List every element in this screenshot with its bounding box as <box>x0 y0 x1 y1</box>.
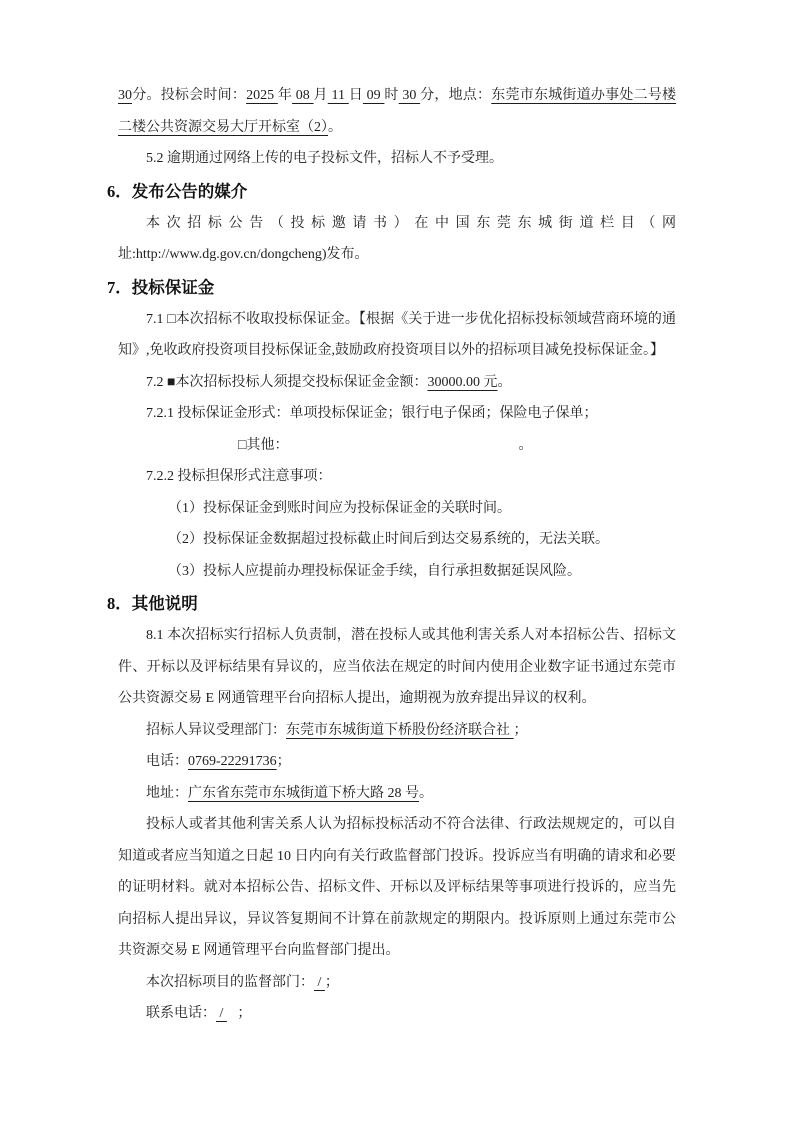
text-run: 8.1 本次招标实行招标人负责制，潜在投标人或其他利害关系人对本招标公告、招标文件、开标以及评标结果有异议的，应当依法在规定的时间内使用企业数字证书通过东莞市公共资源交易 E 网通管理平台向招标人提出，逾期视为放弃提出异议的权利。 <box>118 628 676 706</box>
checkbox-checked-icon: ■ <box>167 374 176 390</box>
paragraph-bond-7-2-2 <box>118 461 676 493</box>
paragraph-objection-address <box>118 778 676 810</box>
text-run: 。 <box>328 119 342 135</box>
paragraph-bond-note-2 <box>118 524 676 556</box>
text-run: ； <box>513 722 528 738</box>
text-run: 年 <box>277 88 293 103</box>
text-run: 本次招标不收取投标保证金。【根据《关于进一步优化招标投标领域营商环境的通知》,免收政府投资项目投标保证金,鼓励政府投资项目以外的招标项目减免投标保证金。】 <box>118 311 677 358</box>
text-run: 东莞市东城街道下桥股份经济联合社 <box>286 722 514 738</box>
text-run: 7.1 <box>146 311 168 327</box>
section-heading-8-other: 8．其他说明 <box>107 594 198 613</box>
text-run: （1）投标保证金到账时间应为投标保证金的关联时间。 <box>168 500 511 516</box>
text-run: 30 <box>398 88 421 103</box>
text-run: 广东省东莞市东城街道下桥大路 28 号 <box>188 785 419 801</box>
paragraph-supervising-phone <box>118 998 676 1030</box>
text-run: 址:http://www.dg.gov.cn/dongcheng)发布。 <box>118 247 369 262</box>
section-heading-6-media: 6．发布公告的媒介 <box>107 181 248 201</box>
paragraph-objection-phone <box>118 746 676 778</box>
text-run: 其他： <box>246 437 289 453</box>
text-run: ； <box>276 754 291 769</box>
text-run: 联系电话： <box>146 1006 216 1021</box>
text-run: 投标人或者其他利害关系人认为招标投标活动不符合法律、行政法规规定的，可以自知道或者应当知道之日起 10 日内向有关行政监督部门投诉。投诉应当有明确的请求和必要的证明材料。就对本招标公告、招标文件、开标以及评标结果等事项进行投诉的，应当先向招标人提出异议，异议答复期间不计算在前款规定的期限内。投诉原则上通过东莞市公共资源交易 E 网通管理平台向监督部门提出。 <box>118 817 676 958</box>
text-run: 30 <box>118 88 132 103</box>
text-run: 。 <box>419 785 433 801</box>
text-run: 09 <box>362 88 385 103</box>
text-run: 时 <box>384 88 399 103</box>
paragraph-bond-7-2-1 <box>118 398 676 430</box>
text-run: 7.2.1 投标保证金形式：单项投标保证金；银行电子保函；保险电子保单； <box>146 406 598 421</box>
paragraph-supervising-department <box>118 967 676 999</box>
blank-fill-space <box>288 448 518 449</box>
text-run: ； <box>324 974 339 990</box>
text-run: 。 <box>497 374 512 390</box>
text-run: 7.2.2 投标担保形式注意事项： <box>146 469 332 484</box>
text-run: 0769-22291736 <box>188 754 277 769</box>
text-run: 08 <box>292 88 314 103</box>
text-run: 11 <box>327 88 349 103</box>
paragraph-other-8-1 <box>118 620 676 715</box>
text-run: 电话： <box>146 754 188 769</box>
text-run: / <box>216 1006 227 1021</box>
paragraph-bond-7-1 <box>118 304 676 367</box>
checkbox-unchecked-icon: □ <box>167 311 176 327</box>
text-run: 东莞市东城街道办事处二号楼二楼公共资源交易大厅开标室（2） <box>118 88 677 135</box>
text-run: 月 <box>313 88 328 103</box>
text-run: 7.2 <box>146 374 167 390</box>
paragraph-media-line2 <box>118 239 676 271</box>
text-run: 日 <box>348 88 363 103</box>
paragraph-bond-note-1 <box>118 493 676 525</box>
text-run: （3）投标人应提前办理投标保证金手续，自行承担数据延误风险。 <box>168 563 581 579</box>
paragraph-late-upload <box>118 143 676 175</box>
text-run: / <box>314 974 325 990</box>
checkbox-unchecked-icon: □ <box>238 437 247 453</box>
text-run: 2025 <box>246 88 278 103</box>
text-run: 分，地点： <box>420 88 492 103</box>
paragraph-media-line1 <box>118 208 676 240</box>
text-run: 分。投标会时间： <box>132 88 247 103</box>
text-run: 30000.00 元 <box>427 374 498 390</box>
paragraph-bond-other-option <box>118 430 676 462</box>
paragraph-bond-note-3 <box>118 556 676 588</box>
text-run: 5.2 逾期通过网络上传的电子投标文件，招标人不予受理。 <box>146 151 503 166</box>
text-run: （2）投标保证金数据超过投标截止时间后到达交易系统的，无法关联。 <box>168 532 609 547</box>
text-run: 本次招标公告（投标邀请书）在中国东莞东城街道栏目（网 <box>146 215 676 231</box>
text-run: 。 <box>518 437 533 453</box>
paragraph-objection-department <box>118 715 676 747</box>
section-heading-7-bid-bond: 7．投标保证金 <box>107 277 215 297</box>
text-run: 地址： <box>146 785 188 801</box>
text-run: ； <box>226 1006 252 1021</box>
text-run: 招标人异议受理部门： <box>146 722 286 738</box>
text-run: 本次招标项目的监督部门： <box>146 974 314 990</box>
text-run: 本次招标投标人须提交投标保证金金额： <box>175 374 428 390</box>
paragraph-bond-7-2 <box>118 367 676 399</box>
paragraph-complaint-procedure <box>118 809 676 967</box>
paragraph-bid-opening-time <box>118 80 676 143</box>
